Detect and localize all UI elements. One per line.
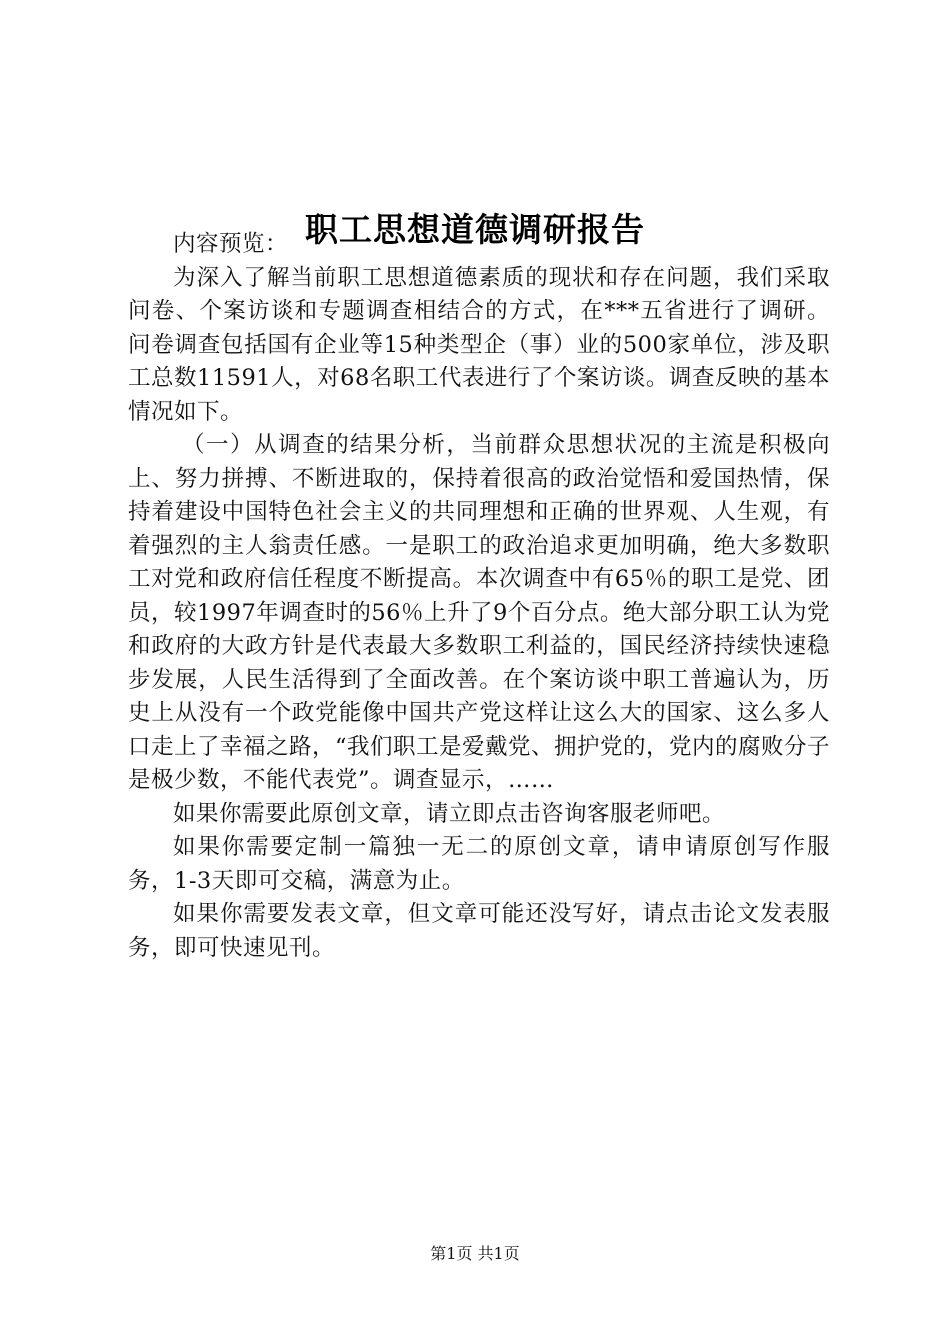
consult-paragraph: 如果你需要此原创文章，请立即点击咨询客服老师吧。 xyxy=(173,800,726,827)
document-title: 职工思想道德调研报告 xyxy=(305,210,645,250)
publishing-paragraph: 如果你需要发表文章，但文章可能还没写好，请点击论文发表服务，即可快速见刊。 xyxy=(128,901,830,961)
document-body xyxy=(128,228,830,965)
custom-writing-paragraph: 如果你需要定制一篇独一无二的原创文章，请申请原创写作服务，1-3天即可交稿，满意为止。 xyxy=(128,834,830,894)
section-one-paragraph: （一）从调查的结果分析，当前群众思想状况的主流是积极向上、努力拼搏、不断进取的，保持着很高的政治觉悟和爱国热情，保持着建设中国特色社会主义的共同理想和正确的世界观、人生观，有着强烈的主人翁责任感。一是职工的政治追求更加明确，绝大多数职工对党和政府信任程度不断提高。本次调查中有65％的职工是党、团员，较1997年调查时的56％上升了9个百分点。绝大部分职工认为党和政府的大政方针是代表最大多数职工利益的，国民经济持续快速稳步发展，人民生活得到了全面改善。在个案访谈中职工普遍认为，历史上从没有一个政党能像中国共产党这样让这么大的国家、这么多人口走上了幸福之路，“我们职工是爱戴党、拥护党的，党内的腐败分子是极少数，不能代表党”。调查显示，…… xyxy=(128,432,831,793)
intro-paragraph: 为深入了解当前职工思想道德素质的现状和存在问题，我们采取问卷、个案访谈和专题调查相结合的方式，在***五省进行了调研。问卷调查包括国有企业等15种类型企（事）业的500家单位，涉及职工总数11591人，对68名职工代表进行了个案访谈。调查反映的基本情况如下。 xyxy=(128,264,830,425)
page-indicator: 第1页 共1页 xyxy=(430,1244,520,1263)
preview-label: 内容预览： xyxy=(173,231,289,257)
